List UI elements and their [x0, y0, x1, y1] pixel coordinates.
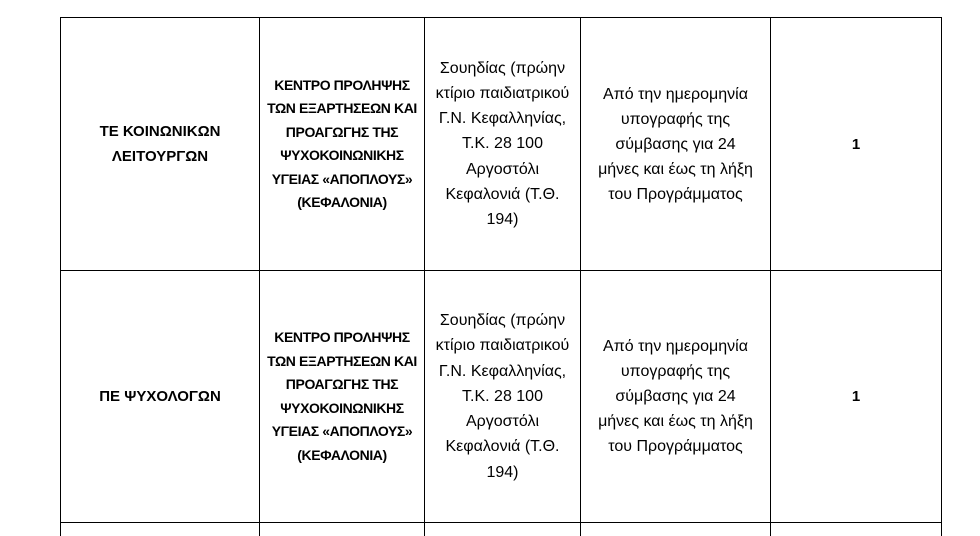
count-cell — [771, 271, 941, 522]
location-text: Σουηδίας (πρώην κτίριο παιδιατρικού Γ.Ν. Κεφαλληνίας, Τ.Κ. 28 100 Αργοστόλι Κεφαλονιά (Τ.Θ. 194) — [435, 312, 570, 481]
organization-text: ΚΕΝΤΡΟ ΠΡΟΛΗΨΗΣ ΤΩΝ ΕΞΑΡΤΗΣΕΩΝ ΚΑΙ ΠΡΟΑΓΩΓΗΣ ΤΗΣ ΨΥΧΟΚΟΙΝΩΝΙΚΗΣ ΥΓΕΙΑΣ «ΑΠΟΠΛΟΥΣ» (ΚΕΦΑΛΟΝΙΑ) — [267, 329, 417, 463]
count-cell — [771, 18, 941, 270]
row-divider — [60, 270, 942, 271]
row-divider — [60, 522, 942, 523]
column-border — [60, 17, 61, 536]
duration-cell — [581, 271, 770, 522]
column-border — [259, 17, 260, 536]
location-text: Σουηδίας (πρώην κτίριο παιδιατρικού Γ.Ν. Κεφαλληνίας, Τ.Κ. 28 100 Αργοστόλι Κεφαλονιά (Τ.Θ. 194) — [435, 59, 570, 228]
location-cell — [425, 271, 580, 522]
role-text: ΤΕ ΚΟΙΝΩΝΙΚΩΝ ΛΕΙΤΟΥΡΓΩΝ — [99, 123, 221, 165]
organization-text: ΚΕΝΤΡΟ ΠΡΟΛΗΨΗΣ ΤΩΝ ΕΞΑΡΤΗΣΕΩΝ ΚΑΙ ΠΡΟΑΓΩΓΗΣ ΤΗΣ ΨΥΧΟΚΟΙΝΩΝΙΚΗΣ ΥΓΕΙΑΣ «ΑΠΟΠΛΟΥΣ» (ΚΕΦΑΛΟΝΙΑ) — [267, 76, 417, 210]
organization-cell — [260, 18, 424, 270]
duration-text: Από την ημερομηνία υπογραφής της σύμβασης για 24 μήνες και έως τη λήξη του Προγράμματος — [598, 338, 753, 455]
location-cell — [425, 18, 580, 270]
column-border — [770, 17, 771, 536]
organization-cell — [260, 271, 424, 522]
table-border-top — [60, 17, 942, 18]
column-border — [424, 17, 425, 536]
duration-text: Από την ημερομηνία υπογραφής της σύμβασης για 24 μήνες και έως τη λήξη του Προγράμματος — [598, 85, 753, 203]
duration-cell — [581, 18, 770, 270]
column-border — [580, 17, 581, 536]
role-cell — [61, 271, 259, 522]
role-cell — [61, 18, 259, 270]
role-text: ΠΕ ΨΥΧΟΛΟΓΩΝ — [99, 388, 221, 405]
count-text: 1 — [851, 135, 861, 153]
count-text: 1 — [851, 388, 861, 405]
column-border — [941, 17, 942, 536]
